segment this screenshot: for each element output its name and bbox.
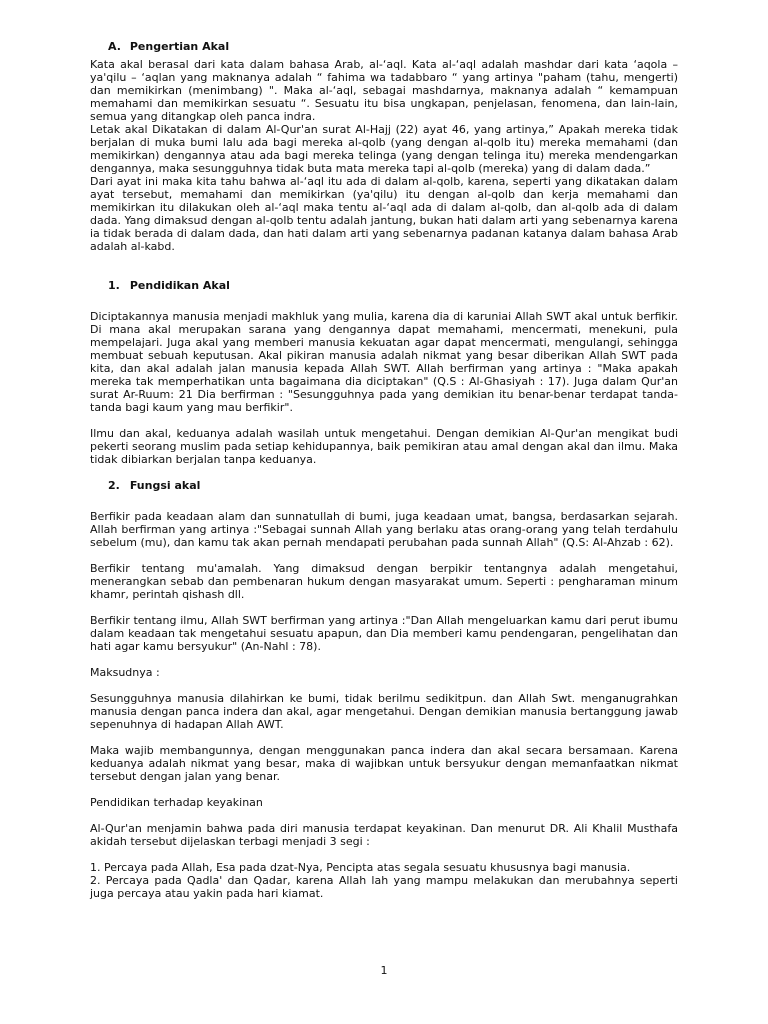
section-a-paragraph-3: Dari ayat ini maka kita tahu bahwa al-‘aql itu ada di dalam al-qolb, karena, seperti yang dikatakan dalam ayat tersebut, memahami dan memikirkan (ya'qilu) itu dengan al-qolb dan kerja memahami dan memikirkan itu dilakukan oleh al-‘aql maka tentu al-‘aql ada di dalam al-qolb, dan al-qolb ada di dalam dada. Yang dimaksud dengan al-qolb tentu adalah jantung, bukan hati dalam arti yang sebenarnya karena ia tidak berada di dalam dada, dan hati dalam arti yang sebenarnya padanan katanya dalam bahasa Arab adalah al-kabd.	[90, 175, 678, 253]
section-1-number: 1.	[108, 279, 120, 292]
section-a-title: Pengertian Akal	[129, 40, 230, 53]
section-1-paragraph-2: Ilmu dan akal, keduanya adalah wasilah untuk mengetahui. Dengan demikian Al-Qur'an mengikat budi pekerti seorang muslim pada setiap kehidupannya, baik pemikiran atau amal dengan akal dan ilmu. Maka tidak dibiarkan berjalan tanpa keduanya.	[90, 427, 678, 466]
section-2-number: 2.	[108, 479, 120, 492]
list-item: 2. Percaya pada Qadla' dan Qadar, karena Allah lah yang mampu melakukan dan merubahnya seperti juga percaya atau yakin pada hari kiamat.	[90, 874, 678, 900]
page-number: 1	[380, 964, 388, 977]
list-item: 1. Percaya pada Allah, Esa pada dzat-Nya, Pencipta atas segala sesuatu khususnya bagi manusia.	[90, 861, 631, 874]
section-1-paragraph-1: Diciptakannya manusia menjadi makhluk yang mulia, karena dia di karuniai Allah SWT akal untuk berfikir. Di mana akal merupakan sarana yang dengannya dapat memahami, mencermati, menekuni, pula mempelajari. Juga akal yang memberi manusia kekuatan agar dapat mencermati, mengulangi, sehingga membuat sebuah keputusan. Akal pikiran manusia adalah nikmat yang besar diberikan Allah SWT pada kita, dan akal adalah jalan manusia kepada Allah SWT. Allah berfirman yang artinya : "Maka apakah mereka tak memperhatikan unta bagaimana dia diciptakan" (Q.S : Al-Ghasiyah : 17). Juga dalam Qur'an surat Ar-Ruum: 21 Dia berfirman : "Sesungguhnya pada yang demikian itu benar-benar terdapat tanda-tanda bagi kaum yang mau berfikir".	[90, 310, 678, 414]
section-2-paragraph-8: Al-Qur'an menjamin bahwa pada diri manusia terdapat keyakinan. Dan menurut DR. Ali Khalil Musthafa akidah tersebut dijelaskan terbagi menjadi 3 segi :	[90, 822, 678, 848]
section-a-paragraph-2: Letak akal Dikatakan di dalam Al-Qur'an surat Al-Hajj (22) ayat 46, yang artinya,” Apakah mereka tidak berjalan di muka bumi lalu ada bagi mereka al-qolb (yang dengan al-qolb itu) mereka memahami (dan memikirkan) dengannya atau ada bagi mereka telinga (yang dengan telinga itu) mereka mendengarkan dengannya, maka sesungguhnya tidak buta mata mereka tapi al-qolb (mereka) yang di dalam dada.”	[90, 123, 678, 175]
document-body	[90, 40, 678, 900]
section-2-paragraph-4: Maksudnya :	[90, 666, 160, 679]
section-a-number: A.	[108, 40, 121, 53]
section-2-paragraph-5: Sesungguhnya manusia dilahirkan ke bumi, tidak berilmu sedikitpun. dan Allah Swt. menganugrahkan manusia dengan panca indera dan akal, agar mengetahui. Dengan demikian manusia bertanggung jawab sepenuhnya di hadapan Allah AWT.	[90, 692, 678, 731]
section-2-paragraph-1: Berfikir pada keadaan alam dan sunnatullah di bumi, juga keadaan umat, bangsa, berdasarkan sejarah. Allah berfirman yang artinya :"Sebagai sunnah Allah yang berlaku atas orang-orang yang telah terdahulu sebelum (mu), dan kamu tak akan pernah mendapati perubahan pada sunnah Allah" (Q.S: Al-Ahzab : 62).	[90, 510, 678, 549]
section-2-paragraph-3: Berfikir tentang ilmu, Allah SWT berfirman yang artinya :"Dan Allah mengeluarkan kamu dari perut ibumu dalam keadaan tak mengetahui sesuatu apapun, dan Dia memberi kamu pendengaran, pengelihatan dan hati agar kamu bersyukur" (An-Nahl : 78).	[90, 614, 678, 653]
section-a-heading	[90, 40, 678, 53]
section-2-paragraph-2: Berfikir tentang mu'amalah. Yang dimaksud dengan berpikir tentangnya adalah mengetahui, menerangkan sebab dan pembenaran hukum dengan masyarakat umum. Seperti : pengharaman minum khamr, perintah qishash dll.	[90, 562, 678, 601]
section-2-paragraph-7: Pendidikan terhadap keyakinan	[90, 796, 263, 809]
section-2-paragraph-6: Maka wajib membangunnya, dengan menggunakan panca indera dan akal secara bersamaan. Karena keduanya adalah nikmat yang besar, maka di wajibkan untuk bersyukur dengan memanfaatkan nikmat tersebut dengan jalan yang benar.	[90, 744, 678, 783]
section-a-paragraph-1: Kata akal berasal dari kata dalam bahasa Arab, al-‘aql. Kata al-‘aql adalah mashdar dari kata ‘aqola – ya'qilu – ‘aqlan yang maknanya adalah “ fahima wa tadabbaro “ yang artinya "paham (tahu, mengerti) dan memikirkan (menimbang) ". Maka al-‘aql, sebagai mashdarnya, maknanya adalah “ kemampuan memahami dan memikirkan sesuatu “. Sesuatu itu bisa ungkapan, penjelasan, fenomena, dan lain-lain, semua yang ditangkap oleh panca indra.	[90, 58, 678, 123]
section-1-title: Pendidikan Akal	[129, 279, 230, 292]
section-2-heading	[90, 479, 678, 492]
section-1-heading	[90, 279, 678, 292]
section-2-title: Fungsi akal	[129, 479, 201, 492]
